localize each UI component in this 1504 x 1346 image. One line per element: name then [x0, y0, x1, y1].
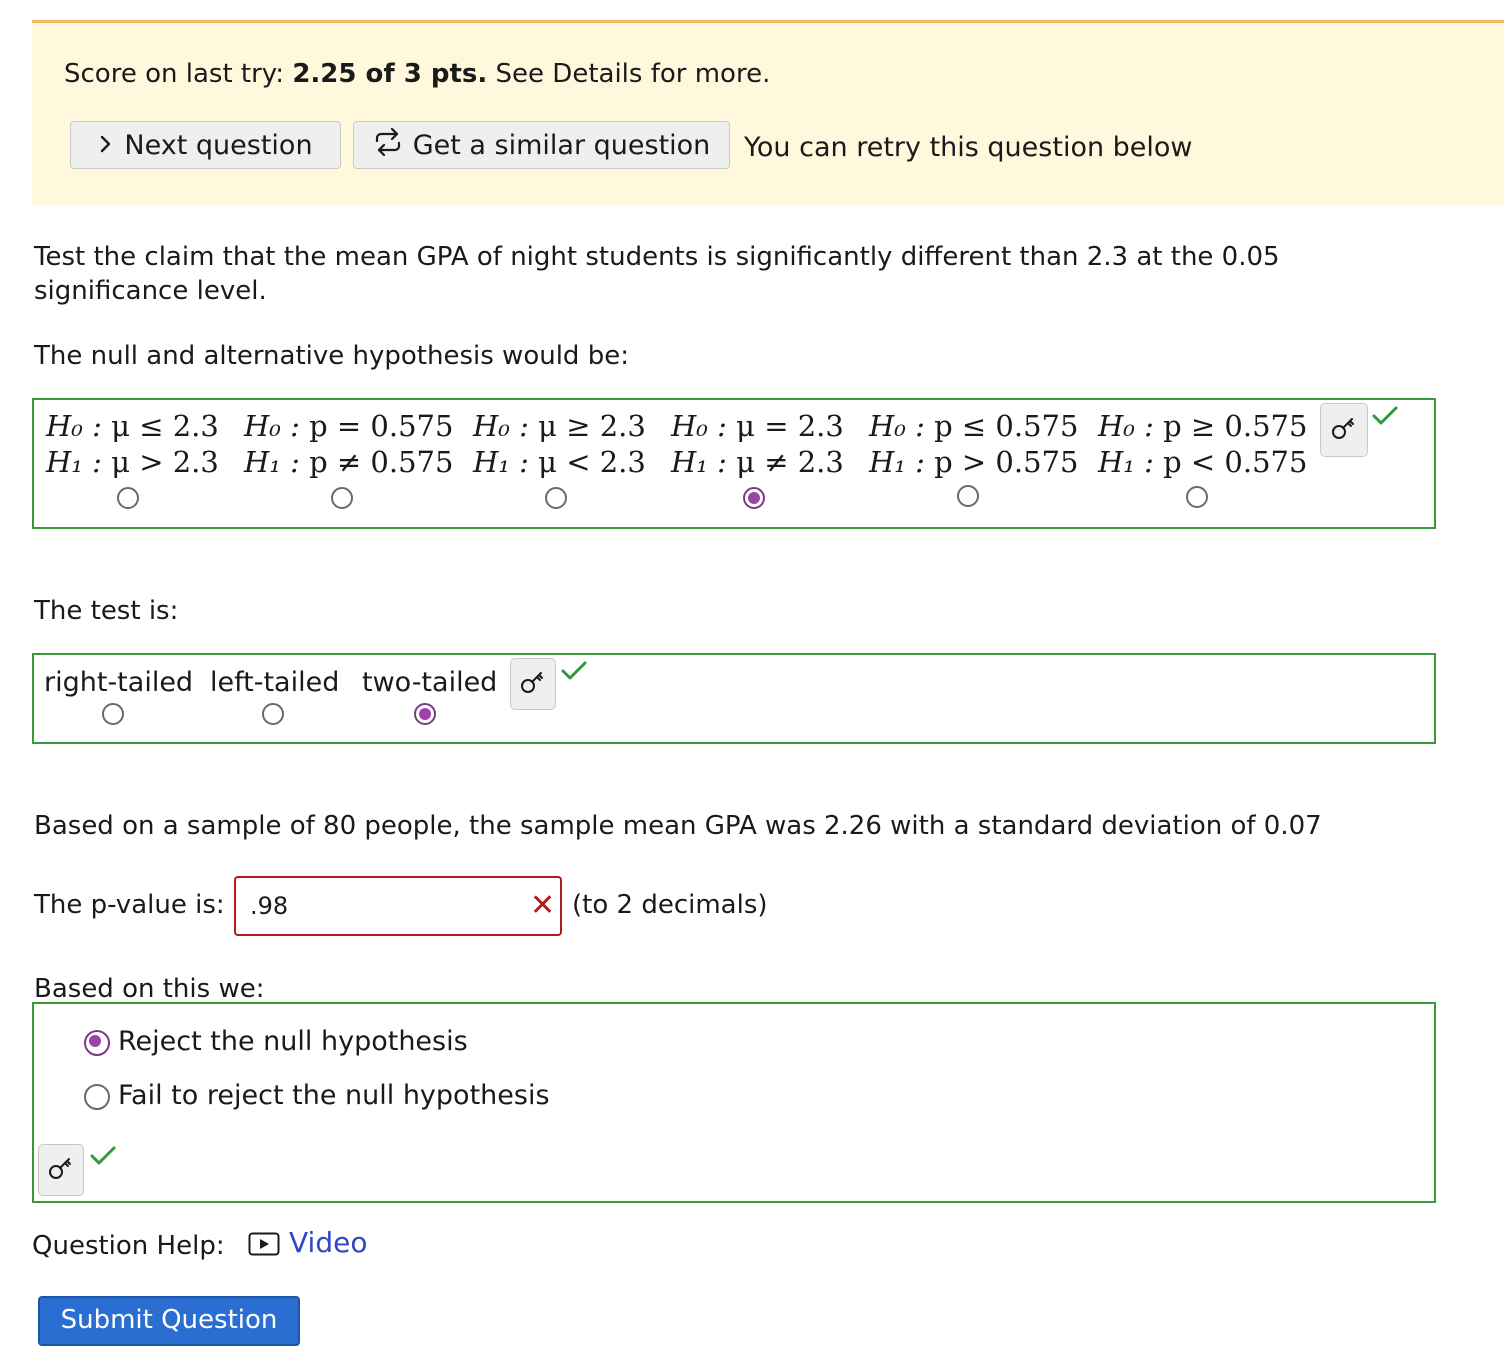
- hypothesis-option-5: [869, 408, 1078, 480]
- h0-relation: μ ≥ 2.3: [538, 409, 646, 443]
- h0-symbol: H₀ :: [473, 409, 539, 443]
- correct-check-icon: [1372, 406, 1398, 430]
- repeat-icon: [373, 128, 403, 163]
- h1-relation: p < 0.575: [1163, 445, 1308, 479]
- sample-text: Based on a sample of 80 people, the sample mean GPA was 2.26 with a standard deviation of 0.07: [34, 811, 1322, 841]
- two-tailed-radio[interactable]: [414, 703, 436, 725]
- hypothesis-radio-4[interactable]: [743, 487, 765, 509]
- right-tailed-radio[interactable]: [102, 703, 124, 725]
- h0-symbol: H₀ :: [244, 409, 310, 443]
- h0-symbol: H₀ :: [671, 409, 737, 443]
- chevron-right-icon: [98, 130, 114, 161]
- two-tailed-label: two-tailed: [362, 667, 498, 698]
- h1-symbol: H₁ :: [473, 445, 539, 479]
- h1-relation: μ > 2.3: [111, 445, 219, 479]
- test-prompt: The test is:: [34, 596, 179, 626]
- h1-symbol: H₁ :: [671, 445, 737, 479]
- left-tailed-radio[interactable]: [262, 703, 284, 725]
- right-tailed-label: right-tailed: [44, 667, 194, 698]
- h1-symbol: H₁ :: [244, 445, 310, 479]
- score-suffix: See Details for more.: [487, 59, 771, 89]
- claim-text: [34, 240, 1280, 308]
- pvalue-label: The p-value is:: [34, 890, 225, 920]
- test-type-box: [32, 653, 1436, 744]
- reject-radio[interactable]: [84, 1030, 110, 1056]
- h0-symbol: H₀ :: [1098, 409, 1164, 443]
- incorrect-x-icon: ✕: [530, 888, 556, 923]
- hypothesis-option-2: [244, 408, 453, 480]
- answer-key-button[interactable]: [510, 658, 556, 710]
- fail-to-reject-label[interactable]: Fail to reject the null hypothesis: [118, 1080, 550, 1111]
- h1-relation: μ < 2.3: [538, 445, 646, 479]
- h1-relation: p > 0.575: [934, 445, 1079, 479]
- question-help-label: Question Help:: [32, 1231, 225, 1261]
- video-link[interactable]: Video: [289, 1226, 368, 1259]
- hypothesis-prompt: The null and alternative hypothesis would be:: [34, 341, 629, 371]
- h0-relation: p ≥ 0.575: [1163, 409, 1308, 443]
- next-question-button[interactable]: [70, 121, 341, 169]
- h0-relation: p ≤ 0.575: [934, 409, 1079, 443]
- left-tailed-label: left-tailed: [210, 667, 340, 698]
- correct-check-icon: [90, 1146, 116, 1170]
- similar-question-button[interactable]: [353, 121, 730, 169]
- hypothesis-choice-box: [32, 398, 1436, 529]
- h1-symbol: H₁ :: [1098, 445, 1164, 479]
- key-icon: [47, 1155, 75, 1185]
- fail-to-reject-radio[interactable]: [84, 1084, 110, 1110]
- hypothesis-option-6: [1098, 408, 1307, 480]
- submit-question-button[interactable]: Submit Question: [38, 1296, 300, 1346]
- key-icon: [519, 669, 547, 699]
- pvalue-input[interactable]: .98: [234, 876, 562, 936]
- hypothesis-radio-6[interactable]: [1186, 486, 1208, 508]
- conclusion-box: [32, 1002, 1436, 1203]
- score-banner: [32, 20, 1504, 205]
- h0-symbol: H₀ :: [869, 409, 935, 443]
- h1-relation: μ ≠ 2.3: [736, 445, 844, 479]
- similar-question-label: Get a similar question: [412, 129, 711, 161]
- pvalue-hint: (to 2 decimals): [572, 890, 768, 920]
- key-icon: [1330, 415, 1358, 445]
- score-prefix: Score on last try:: [64, 59, 293, 89]
- hypothesis-option-4: [671, 408, 844, 480]
- hypothesis-radio-1[interactable]: [117, 487, 139, 509]
- reject-label[interactable]: Reject the null hypothesis: [118, 1026, 468, 1057]
- h0-symbol: H₀ :: [46, 409, 112, 443]
- h0-relation: p = 0.575: [309, 409, 454, 443]
- h1-symbol: H₁ :: [869, 445, 935, 479]
- conclusion-prompt: Based on this we:: [34, 974, 265, 1004]
- hypothesis-option-1: [46, 408, 219, 480]
- hypothesis-radio-2[interactable]: [331, 487, 353, 509]
- retry-text: You can retry this question below: [744, 132, 1193, 163]
- hypothesis-radio-3[interactable]: [545, 487, 567, 509]
- h0-relation: μ ≤ 2.3: [111, 409, 219, 443]
- h0-relation: μ = 2.3: [736, 409, 844, 443]
- claim-line-1: Test the claim that the mean GPA of night students is significantly different than 2.3 at the 0.05: [34, 242, 1280, 272]
- video-icon[interactable]: [248, 1232, 280, 1260]
- claim-line-2: significance level.: [34, 276, 267, 306]
- score-value: 2.25 of 3 pts.: [292, 59, 488, 89]
- h1-relation: p ≠ 0.575: [309, 445, 454, 479]
- score-text: [64, 59, 770, 89]
- hypothesis-radio-5[interactable]: [957, 485, 979, 507]
- answer-key-button[interactable]: [38, 1144, 84, 1196]
- correct-check-icon: [561, 661, 587, 685]
- h1-symbol: H₁ :: [46, 445, 112, 479]
- next-question-label: Next question: [124, 129, 313, 161]
- hypothesis-option-3: [473, 408, 646, 480]
- answer-key-button[interactable]: [1320, 403, 1368, 457]
